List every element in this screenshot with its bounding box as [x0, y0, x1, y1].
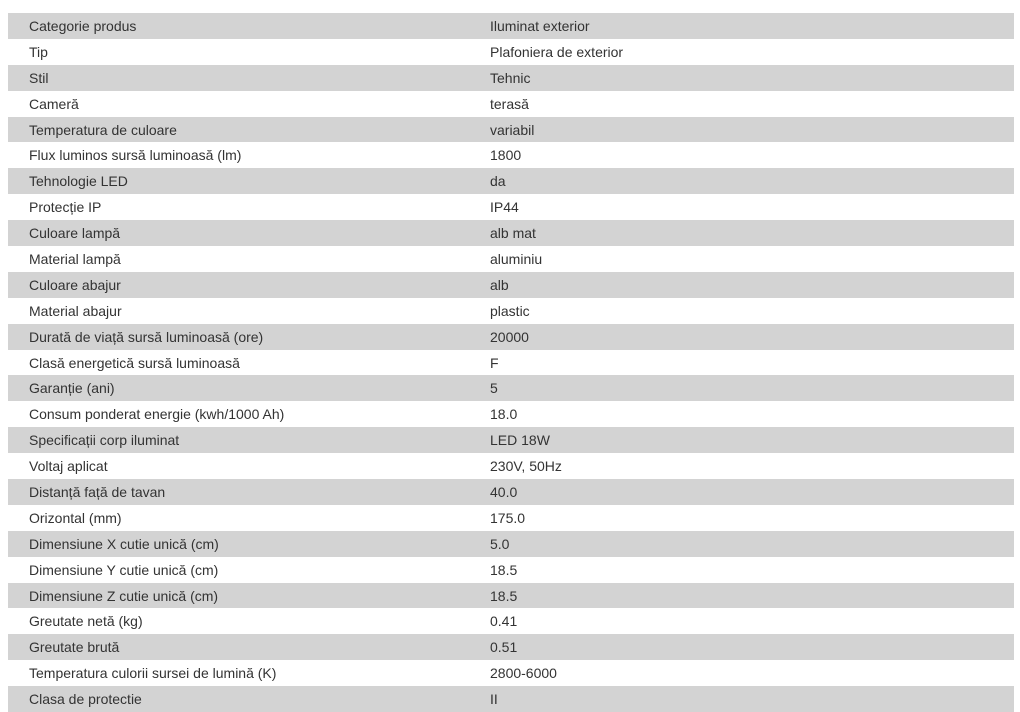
- spec-row: [8, 660, 1014, 686]
- spec-row: [8, 375, 1014, 401]
- spec-row: [8, 168, 1014, 194]
- spec-label: Protecție IP: [29, 199, 102, 216]
- spec-value: da: [490, 173, 506, 190]
- spec-row: [8, 350, 1014, 376]
- spec-label: Consum ponderat energie (kwh/1000 Ah): [29, 406, 285, 423]
- spec-row: [8, 634, 1014, 660]
- spec-label: Stil: [29, 69, 49, 86]
- spec-row: [8, 479, 1014, 505]
- spec-row: [8, 427, 1014, 453]
- spec-row: [8, 505, 1014, 531]
- spec-row: [8, 324, 1014, 350]
- spec-row: [8, 39, 1014, 65]
- product-specifications-table: [8, 13, 1014, 712]
- spec-value: 175.0: [490, 509, 526, 526]
- spec-row: [8, 220, 1014, 246]
- spec-label: Garanție (ani): [29, 380, 115, 397]
- spec-label: Clasa de protectie: [29, 691, 142, 708]
- spec-label: Tehnologie LED: [29, 173, 128, 190]
- spec-value: II: [490, 691, 498, 708]
- spec-label: Distanță față de tavan: [29, 483, 166, 500]
- spec-value: alb: [490, 276, 509, 293]
- spec-value: 230V, 50Hz: [490, 458, 562, 475]
- spec-row: [8, 272, 1014, 298]
- spec-label: Durată de viață sursă luminoasă (ore): [29, 328, 264, 345]
- spec-value: 0.41: [490, 613, 518, 630]
- spec-value: Iluminat exterior: [490, 17, 590, 34]
- spec-value: 18.0: [490, 406, 518, 423]
- spec-row: [8, 686, 1014, 712]
- spec-row: [8, 65, 1014, 91]
- spec-label: Categorie produs: [29, 17, 137, 34]
- spec-value: Tehnic: [490, 69, 531, 86]
- spec-label: Cameră: [29, 95, 79, 112]
- spec-label: Orizontal (mm): [29, 509, 122, 526]
- spec-row: [8, 531, 1014, 557]
- spec-row: [8, 583, 1014, 609]
- spec-label: Greutate netă (kg): [29, 613, 143, 630]
- spec-label: Material lampă: [29, 250, 121, 267]
- spec-value: 5.0: [490, 535, 510, 552]
- spec-row: [8, 117, 1014, 143]
- spec-label: Specificații corp iluminat: [29, 432, 180, 449]
- spec-row: [8, 91, 1014, 117]
- spec-value: F: [490, 354, 499, 371]
- spec-value: aluminiu: [490, 250, 543, 267]
- spec-row: [8, 557, 1014, 583]
- spec-value: terasă: [490, 95, 529, 112]
- spec-value: alb mat: [490, 225, 536, 242]
- spec-value: 18.5: [490, 561, 518, 578]
- spec-value: 20000: [490, 328, 529, 345]
- spec-label: Dimensiune Y cutie unică (cm): [29, 561, 219, 578]
- spec-row: [8, 298, 1014, 324]
- spec-value: 1800: [490, 147, 522, 164]
- spec-label: Dimensiune X cutie unică (cm): [29, 535, 219, 552]
- spec-value: LED 18W: [490, 432, 550, 449]
- spec-value: IP44: [490, 199, 519, 216]
- spec-label: Temperatura culorii sursei de lumină (K): [29, 665, 277, 682]
- spec-label: Temperatura de culoare: [29, 121, 177, 138]
- spec-label: Tip: [29, 43, 48, 60]
- spec-value: 5: [490, 380, 498, 397]
- spec-value: plastic: [490, 302, 530, 319]
- spec-row: [8, 194, 1014, 220]
- spec-value: Plafoniera de exterior: [490, 43, 624, 60]
- spec-label: Culoare abajur: [29, 276, 121, 293]
- spec-label: Greutate brută: [29, 639, 120, 656]
- spec-row: [8, 13, 1014, 39]
- spec-label: Voltaj aplicat: [29, 458, 108, 475]
- spec-value: 2800-6000: [490, 665, 557, 682]
- spec-label: Culoare lampă: [29, 225, 121, 242]
- spec-label: Dimensiune Z cutie unică (cm): [29, 587, 219, 604]
- spec-label: Flux luminos sursă luminoasă (lm): [29, 147, 242, 164]
- spec-label: Material abajur: [29, 302, 122, 319]
- spec-label: Clasă energetică sursă luminoasă: [29, 354, 240, 371]
- spec-row: [8, 453, 1014, 479]
- spec-value: variabil: [490, 121, 535, 138]
- spec-value: 40.0: [490, 483, 518, 500]
- spec-row: [8, 401, 1014, 427]
- spec-row: [8, 608, 1014, 634]
- spec-row: [8, 142, 1014, 168]
- spec-value: 18.5: [490, 587, 518, 604]
- spec-value: 0.51: [490, 639, 518, 656]
- spec-row: [8, 246, 1014, 272]
